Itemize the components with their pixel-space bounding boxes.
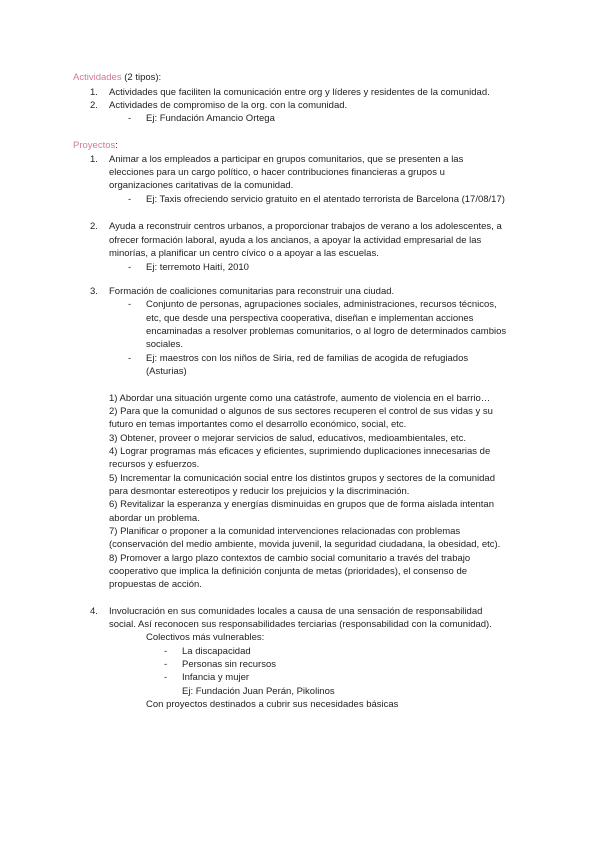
proyecto-3-bullet-2-dash: - bbox=[128, 353, 132, 364]
proyecto-1-line-3: organizaciones caritativas de la comunidad. bbox=[109, 180, 294, 191]
actividades-item-1-num: 1. bbox=[90, 87, 98, 98]
actividades-item-2: Actividades de compromiso de la org. con la comunidad. bbox=[109, 100, 348, 111]
proyecto-1-num: 1. bbox=[90, 154, 98, 165]
proyecto-2-line-3: minorías, a planificar un centro cívico o a apoyar a las escuelas. bbox=[109, 248, 379, 259]
objetivo-line: abordar un problema. bbox=[109, 513, 200, 524]
proyecto-3-bullet-1-line-2: etc, que desde una perspectiva cooperativa, diseñan e implementan acciones bbox=[146, 313, 474, 324]
actividades-example-bullet: - bbox=[128, 113, 132, 124]
colectivo-dash: - bbox=[164, 672, 168, 683]
colectivo-item: Personas sin recursos bbox=[182, 659, 276, 670]
actividades-item-1: Actividades que faciliten la comunicación entre org y líderes y residentes de la comunidad. bbox=[109, 87, 490, 98]
proyecto-1-example-bullet: - bbox=[128, 194, 132, 205]
proyecto-3-bullet-2-line-1: Ej: maestros con los niños de Siria, red de familias de acogida de refugiados bbox=[146, 353, 469, 364]
proyecto-3-bullet-2-line-2: (Asturias) bbox=[146, 366, 187, 377]
proyecto-4-closing: Con proyectos destinados a cubrir sus necesidades básicas bbox=[146, 699, 399, 710]
objetivo-line: 2) Para que la comunidad o algunos de sus sectores recuperen el control de sus vidas y su bbox=[109, 406, 493, 417]
actividades-example: Ej: Fundación Amancio Ortega bbox=[146, 113, 275, 124]
proyecto-2-line-2: ofrecer formación laboral, ayuda a los ancianos, a apoyar la actividad empresarial de las bbox=[109, 235, 482, 246]
objetivo-line: (conservación del medio ambiente, movida juvenil, la seguridad ciudadana, la obesidad, etc). bbox=[109, 539, 501, 550]
objetivo-line: para desmontar estereotipos y reducir los prejuicios y la discriminación. bbox=[109, 486, 410, 497]
proyecto-4-line-2: social. Así reconocen sus responsabilidades terciarias (responsabilidad con la comunidad). bbox=[109, 619, 492, 630]
objetivo-line: 3) Obtener, proveer o mejorar servicios de salud, educativos, medioambientales, etc. bbox=[109, 433, 466, 444]
colectivos-label: Colectivos más vulnerables: bbox=[146, 632, 265, 643]
objetivo-line: 5) Incrementar la comunicación social entre los distintos grupos y sectores de la comunidad bbox=[109, 473, 495, 484]
proyecto-3-bullet-1-dash: - bbox=[128, 299, 132, 310]
objetivo-line: 8) Promover a largo plazo contextos de cambio social comunitario a través del trabajo bbox=[109, 553, 471, 564]
proyecto-3-line-1: Formación de coaliciones comunitarias para reconstruir una ciudad. bbox=[109, 286, 395, 297]
objetivo-line: recursos y esfuerzos. bbox=[109, 459, 200, 470]
proyecto-2-line-1: Ayuda a reconstruir centros urbanos, a proporcionar trabajos de verano a los adolescentes, a bbox=[109, 221, 502, 232]
proyecto-2-num: 2. bbox=[90, 221, 98, 232]
proyecto-2-example-bullet: - bbox=[128, 262, 132, 273]
actividades-heading: Actividades bbox=[73, 72, 122, 83]
objetivo-line: cooperativo que implica la definición conjunta de metas (prioridades), el consenso de bbox=[109, 566, 468, 577]
colectivo-dash: - bbox=[164, 646, 168, 657]
objetivo-line: propuestas de acción. bbox=[109, 579, 202, 590]
proyecto-4-num: 4. bbox=[90, 606, 98, 617]
objetivo-line: 1) Abordar una situación urgente como una catástrofe, aumento de violencia en el barrio… bbox=[109, 393, 491, 404]
actividades-heading-line bbox=[73, 71, 161, 85]
objetivo-line: futuro en temas importantes como el desarrollo económico, social, etc. bbox=[109, 419, 407, 430]
actividades-heading-suffix: (2 tipos): bbox=[121, 72, 162, 83]
proyecto-4-line-1: Involucración en sus comunidades locales a causa de una sensación de responsabilidad bbox=[109, 606, 483, 617]
proyectos-heading-suffix: : bbox=[115, 140, 118, 151]
proyecto-3-num: 3. bbox=[90, 286, 98, 297]
proyecto-1-line-2: elecciones para un cargo político, o hacer contribuciones financieras a grupos u bbox=[109, 167, 445, 178]
proyectos-heading: Proyectos bbox=[73, 140, 116, 151]
proyectos-heading-line bbox=[73, 139, 118, 153]
actividades-item-2-num: 2. bbox=[90, 100, 98, 111]
proyecto-2-example: Ej: terremoto Haití, 2010 bbox=[146, 262, 249, 273]
objetivo-line: 7) Planificar o proponer a la comunidad intervenciones relacionadas con problemas bbox=[109, 526, 461, 537]
colectivo-dash: - bbox=[164, 659, 168, 670]
proyecto-1-example: Ej: Taxis ofreciendo servicio gratuito en el atentado terrorista de Barcelona (17/08/17) bbox=[146, 194, 505, 205]
proyecto-1-line-1: Animar a los empleados a participar en grupos comunitarios, que se presenten a las bbox=[109, 154, 464, 165]
proyecto-4-example: Ej: Fundación Juan Perán, Pikolinos bbox=[182, 686, 335, 697]
colectivo-item: La discapacidad bbox=[182, 646, 251, 657]
colectivo-item: Infancia y mujer bbox=[182, 672, 250, 683]
objetivo-line: 4) Lograr programas más eficaces y eficientes, suprimiendo duplicaciones innecesarias de bbox=[109, 446, 491, 457]
objetivo-line: 6) Revitalizar la esperanza y energías disminuidas en grupos que de forma aislada intentan bbox=[109, 499, 494, 510]
proyecto-3-bullet-1-line-4: sociales. bbox=[146, 339, 183, 350]
proyecto-3-bullet-1-line-3: encaminadas a resolver problemas comunitarios, o al logro de determinados cambios bbox=[146, 326, 507, 337]
proyecto-3-bullet-1-line-1: Conjunto de personas, agrupaciones sociales, administraciones, recursos técnicos, bbox=[146, 299, 497, 310]
